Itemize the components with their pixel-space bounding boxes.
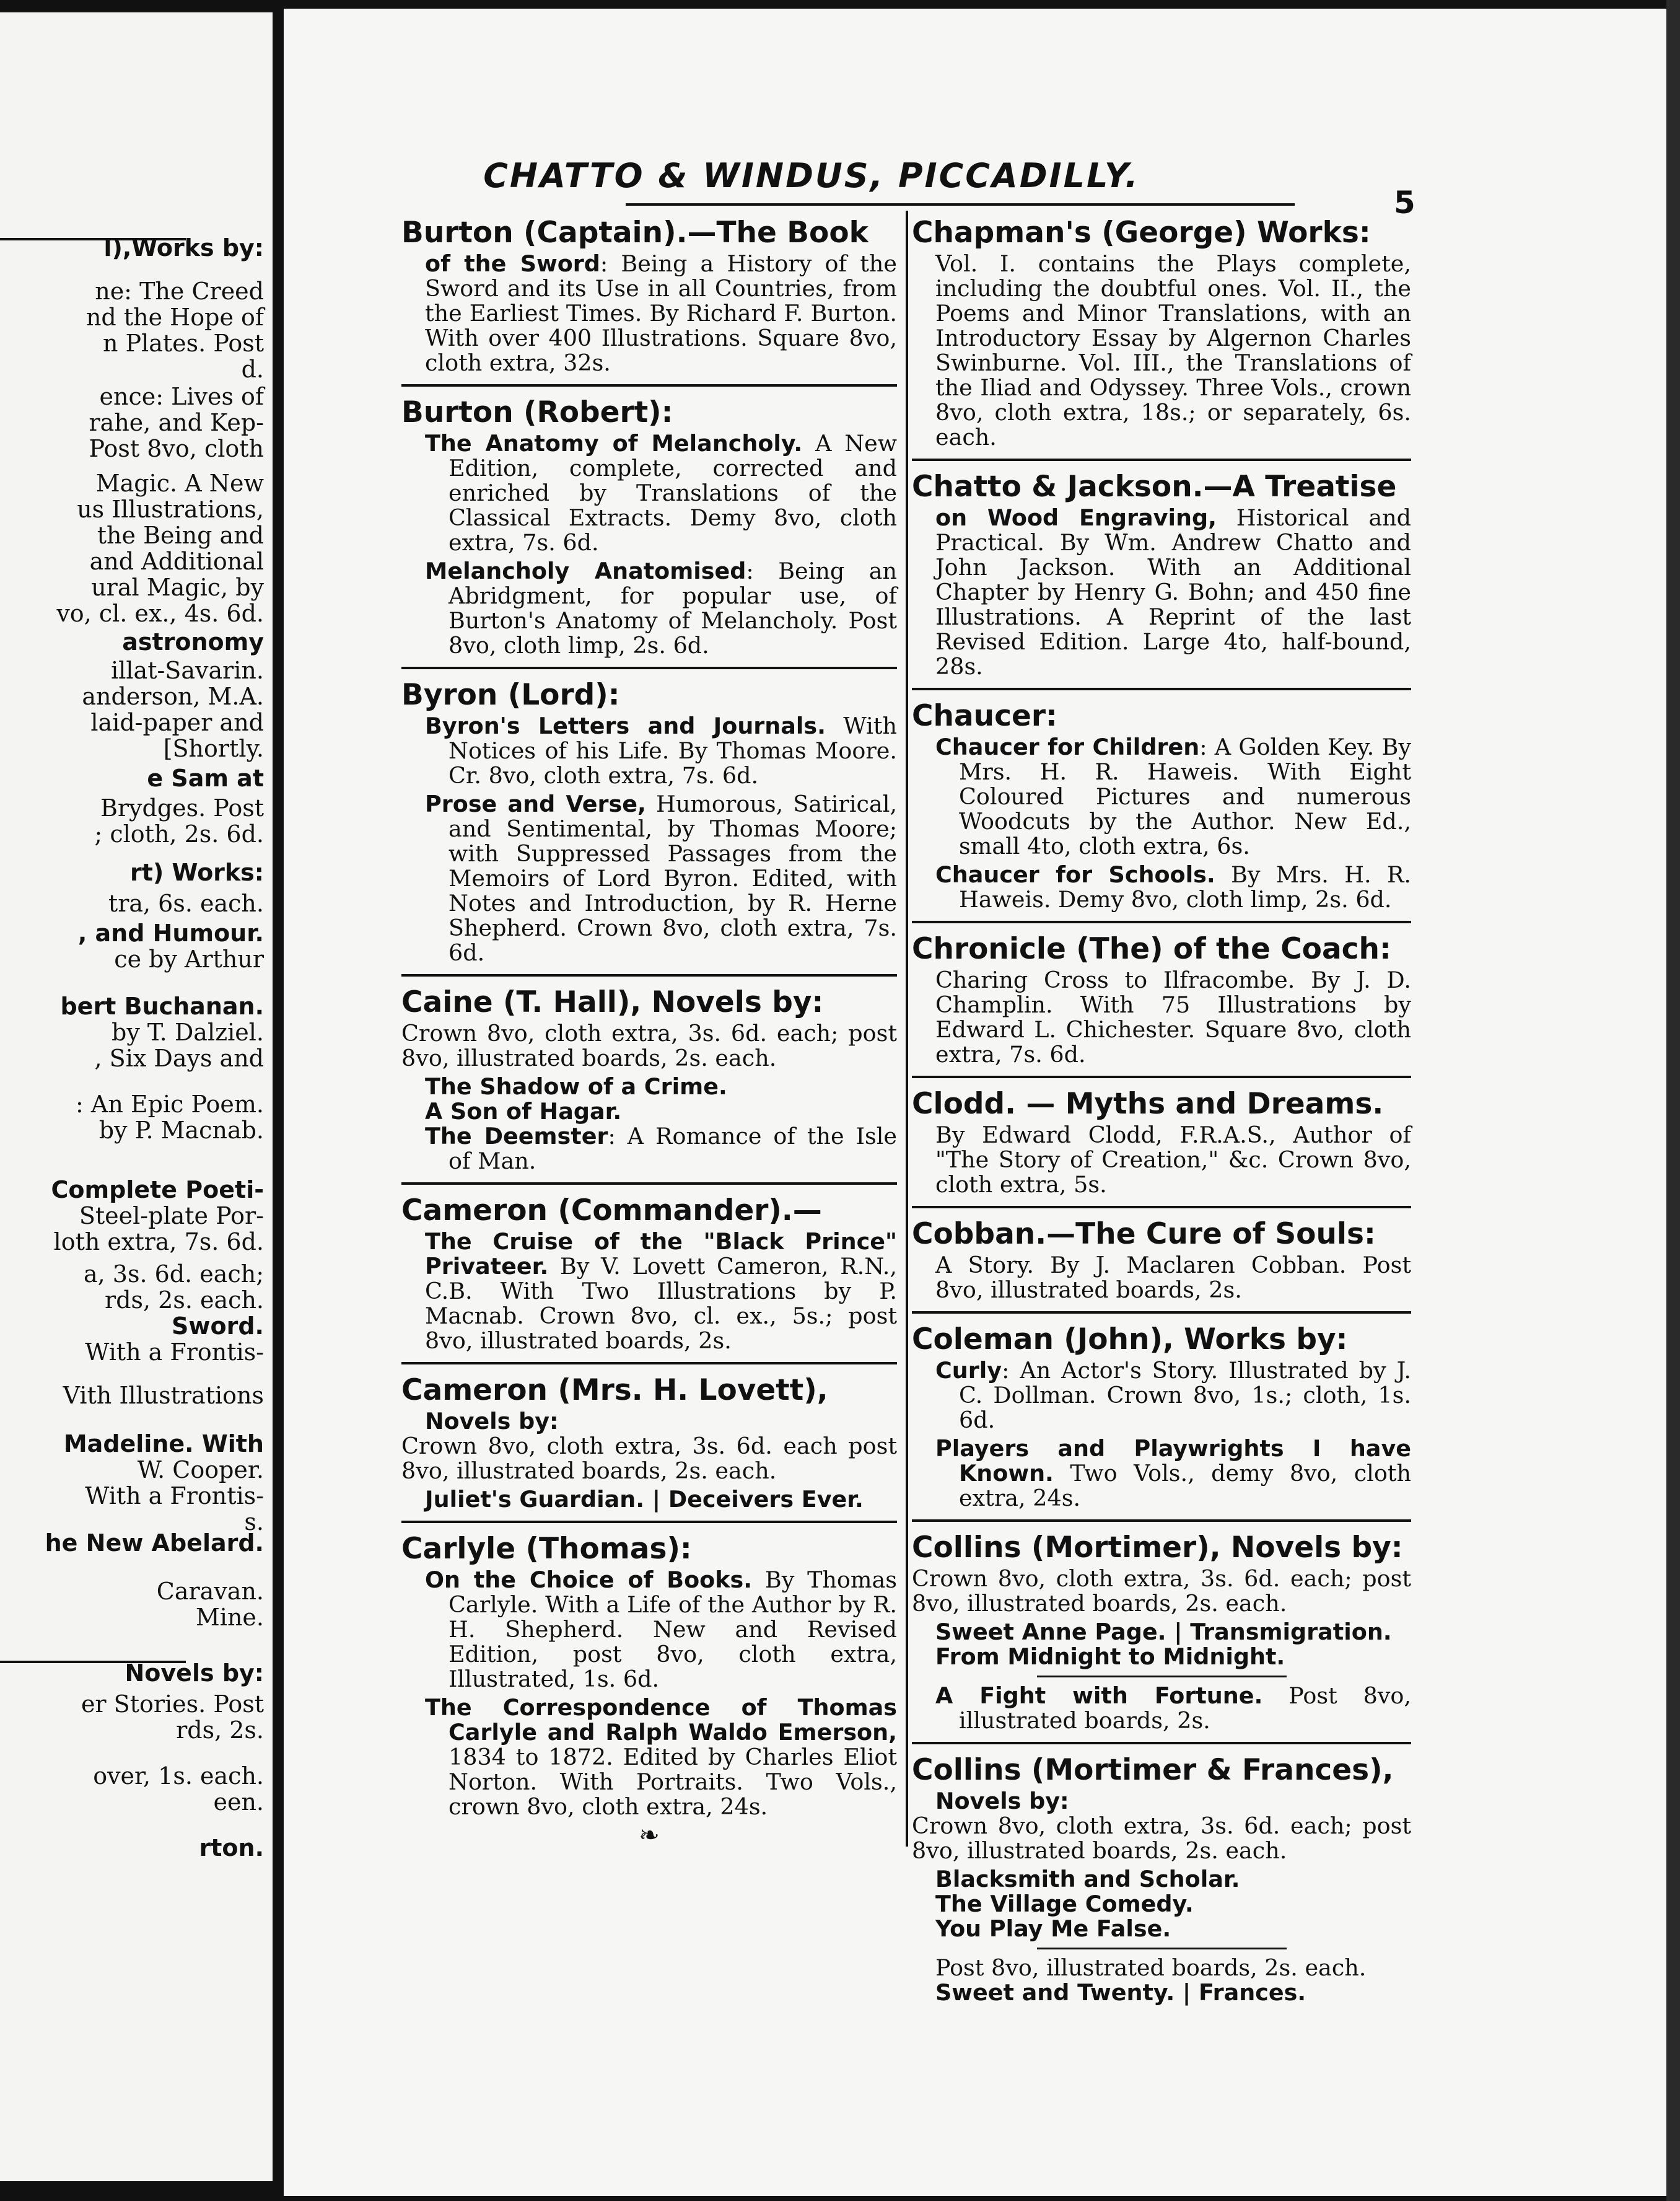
facing-page-line: laid-paper and <box>90 709 264 736</box>
facing-page-line: and Additional <box>89 548 264 575</box>
work-title: A Fight with Fortune. <box>935 1682 1263 1709</box>
entry-heading: Cobban.—The Cure of Souls: <box>912 1217 1376 1251</box>
entry-collins-mortimer-frances <box>912 1753 1411 2005</box>
divider <box>912 1076 1411 1078</box>
divider <box>401 384 897 387</box>
divider <box>401 1182 897 1185</box>
right-column <box>912 211 1411 2011</box>
work-entry <box>401 1568 897 1692</box>
work-entry <box>401 1695 897 1819</box>
facing-page-line: W. Cooper. <box>137 1456 264 1483</box>
list-item: You Play Me False. <box>935 1915 1171 1942</box>
list-item: A Son of Hagar. <box>425 1098 622 1125</box>
entry-carlyle <box>401 1532 897 1848</box>
facing-page-line: , and Humour. <box>77 920 264 947</box>
facing-page-line: ce by Arthur <box>114 946 264 973</box>
facing-page-line: rahe, and Kep- <box>89 409 264 436</box>
entry-text: Crown 8vo, cloth extra, 3s. 6d. each; post 8vo, illustrated boards, 2s. each. <box>401 1020 897 1071</box>
facing-page-line: rt) Works: <box>130 859 264 886</box>
work-description: Historical and Practical. By Wm. Andrew Chatto and John Jackson. With an Additional Chapter by Henry G. Bohn; and 450 fine Illustrations. A Reprint of the last Revised Edition. Large 4to, half-bound, 28s. <box>935 504 1411 680</box>
work-entry <box>401 714 897 788</box>
facing-page-line: : An Epic Poem. <box>76 1091 264 1118</box>
work-description: : A Golden Key. By Mrs. H. R. Haweis. With Eight Coloured Pictures and numerous Woodcuts by the Author. New Ed., small 4to, cloth extra, 6s. <box>959 734 1411 859</box>
entry-heading: Caine (T. Hall), Novels by: <box>401 985 824 1019</box>
header-rule <box>626 203 1295 206</box>
facing-page-line: With a Frontis- <box>85 1338 264 1366</box>
work-entry <box>401 1124 897 1174</box>
facing-page-line: illat-Savarin. <box>111 657 264 684</box>
list-item: Sweet Anne Page. | Transmigration. <box>935 1619 1392 1645</box>
work-description: 1834 to 1872. Edited by Charles Eliot Norton. With Portraits. Two Vols., crown 8vo, cloth extra, 24s. <box>448 1744 897 1820</box>
entry-clodd <box>912 1087 1411 1197</box>
facing-page-line: s. <box>244 1508 264 1535</box>
facing-page-line: a, 3s. 6d. each; <box>83 1260 264 1288</box>
work-title: The Correspondence of Thomas Carlyle and Ralph Waldo Emerson, <box>425 1694 897 1746</box>
entry-text <box>401 1229 897 1353</box>
work-entry <box>912 1684 1411 1733</box>
facing-page-line: the Being and <box>97 522 264 549</box>
entry-chapman <box>912 216 1411 450</box>
list-item: The Shadow of a Crime. <box>425 1073 727 1100</box>
work-title: Players and Playwrights I have Known. <box>935 1435 1411 1487</box>
entry-collins-mortimer <box>912 1531 1411 1733</box>
short-divider <box>1037 1676 1287 1677</box>
entry-heading: Chapman's (George) Works: <box>912 216 1371 250</box>
divider <box>912 688 1411 690</box>
entry-subheading: Novels by: <box>425 1408 559 1434</box>
facing-page-line: by P. Macnab. <box>98 1117 264 1144</box>
entry-chatto-jackson <box>912 470 1411 679</box>
page-edge <box>1666 0 1680 2201</box>
entry-caine <box>401 985 897 1174</box>
list-item: The Village Comedy. <box>935 1891 1194 1917</box>
entry-text: Charing Cross to Ilfracombe. By J. D. Champlin. With 75 Illustrations by Edward L. Chichester. Square 8vo, cloth extra, 7s. 6d. <box>935 967 1411 1068</box>
entry-heading: Cameron (Commander).— <box>401 1193 822 1228</box>
work-title: Curly <box>935 1357 1002 1384</box>
facing-page-line: us Illustrations, <box>77 496 264 523</box>
entry-heading: Burton (Robert): <box>401 395 673 429</box>
entry-heading: Coleman (John), Works by: <box>912 1322 1348 1356</box>
entry-subheading: Novels by: <box>935 1788 1069 1814</box>
facing-page-line: Caravan. <box>156 1578 264 1605</box>
entry-burton-robert <box>401 395 897 658</box>
facing-page-line: rds, 2s. each. <box>105 1286 264 1314</box>
work-title: Chaucer for Children <box>935 734 1200 760</box>
facing-page-line: Steel-plate Por- <box>79 1202 264 1229</box>
work-title: on Wood Engraving, <box>935 504 1217 531</box>
facing-page-line: he New Abelard. <box>45 1529 264 1557</box>
facing-page-line: , Six Days and <box>94 1045 264 1072</box>
work-description: Humorous, Satirical, and Sentimental, by Thomas Moore; with Suppressed Passages from the Memoirs of Lord Byron. Edited, with Notes and Introduction, by R. Herne Shepherd. Crown 8vo, cloth extra, 7s. 6d. <box>448 791 897 966</box>
divider <box>401 974 897 977</box>
work-description: : Being an Abridgment, for popular use, of Burton's Anatomy of Melancholy. Post 8vo, cloth limp, 2s. 6d. <box>448 558 897 659</box>
list-item: Juliet's Guardian. | Deceivers Ever. <box>425 1486 864 1513</box>
entry-text: Crown 8vo, cloth extra, 3s. 6d. each post 8vo, illustrated boards, 2s. each. <box>401 1433 897 1484</box>
entry-text: A Story. By J. Maclaren Cobban. Post 8vo, illustrated boards, 2s. <box>935 1252 1411 1303</box>
facing-page-line: Complete Poeti- <box>51 1176 264 1203</box>
work-entry <box>912 863 1411 912</box>
facing-page-line: loth extra, 7s. 6d. <box>53 1228 264 1255</box>
work-entry <box>912 735 1411 859</box>
facing-page-line: ; cloth, 2s. 6d. <box>94 820 264 848</box>
divider <box>912 459 1411 461</box>
facing-page-line: astronomy <box>122 628 264 656</box>
work-title: The Cruise of the "Black Prince" Privateer. <box>425 1228 897 1280</box>
facing-page-line: rds, 2s. <box>176 1716 264 1744</box>
list-item: Sweet and Twenty. | Frances. <box>935 1979 1306 2006</box>
running-head: CHATTO & WINDUS, PICCADILLY. <box>483 156 1140 195</box>
left-column <box>401 211 897 1854</box>
divider <box>912 1206 1411 1208</box>
entry-text <box>401 252 897 376</box>
facing-page-line: Mine. <box>195 1604 264 1631</box>
facing-page-line: bert Buchanan. <box>60 993 264 1020</box>
entry-burton-captain <box>401 216 897 376</box>
work-title: On the Choice of Books. <box>425 1566 753 1593</box>
facing-page-line: by T. Dalziel. <box>112 1019 264 1046</box>
entry-text: Post 8vo, illustrated boards, 2s. each. <box>935 1954 1367 1981</box>
facing-page-line: Sword. <box>172 1312 264 1340</box>
work-entry <box>912 1358 1411 1433</box>
facing-page-line: d. <box>241 356 264 383</box>
work-description: With Notices of his Life. By Thomas Moore. Cr. 8vo, cloth extra, 7s. 6d. <box>448 713 897 789</box>
facing-page-line: ence: Lives of <box>99 383 264 410</box>
facing-page-line: ural Magic, by <box>91 574 264 601</box>
facing-page-line: Madeline. With <box>63 1430 264 1457</box>
work-description: Post 8vo, illustrated boards, 2s. <box>959 1682 1412 1734</box>
facing-page-line: Magic. A New <box>95 470 264 497</box>
facing-page-line: Vith Illustrations <box>63 1382 264 1409</box>
entry-heading: Chaucer: <box>912 699 1057 733</box>
work-title: Melancholy Anatomised <box>425 558 746 584</box>
column-divider <box>906 211 908 1847</box>
entry-heading: Collins (Mortimer), Novels by: <box>912 1531 1403 1565</box>
facing-page-rule <box>0 1661 186 1663</box>
work-title: The Deemster <box>425 1123 608 1149</box>
entry-heading: Clodd. — Myths and Dreams. <box>912 1087 1384 1121</box>
work-description: : Being a History of the Sword and its Use in all Countries, from the Earliest Times. By Richard F. Burton. With over 400 Illustrations. Square 8vo, cloth extra, 32s. <box>425 250 897 376</box>
facing-page-line: Brydges. Post <box>100 794 264 822</box>
short-divider <box>1037 1948 1287 1949</box>
divider <box>912 1519 1411 1522</box>
divider <box>401 667 897 669</box>
entry-text: By Edward Clodd, F.R.A.S., Author of "The Story of Creation," &c. Crown 8vo, cloth extra, 5s. <box>935 1122 1411 1198</box>
entry-text: Vol. I. contains the Plays complete, including the doubtful ones. Vol. II., the Poems and Minor Translations, with an Introductory Essay by Algernon Charles Swinburne. Vol. III., the Translations of the Iliad and Odyssey. Three Vols., crown 8vo, cloth extra, 18s.; or separately, 6s. each. <box>935 250 1411 450</box>
entry-cameron-mrs <box>401 1373 897 1512</box>
entry-text: Crown 8vo, cloth extra, 3s. 6d. each; post 8vo, illustrated boards, 2s. each. <box>912 1565 1411 1617</box>
facing-page-line: rton. <box>199 1834 264 1861</box>
entry-cameron-commander <box>401 1193 897 1353</box>
facing-page-line: l),Works by: <box>103 234 264 261</box>
facing-page-line: n Plates. Post <box>102 330 264 357</box>
divider <box>401 1362 897 1364</box>
facing-page-line: er Stories. Post <box>81 1690 264 1718</box>
facing-page-line: e Sam at <box>147 765 264 792</box>
facing-page-line: over, 1s. each. <box>93 1762 264 1790</box>
work-description: Two Vols., demy 8vo, cloth extra, 24s. <box>959 1460 1411 1511</box>
work-entry <box>401 792 897 965</box>
facing-page-line: nd the Hope of <box>85 304 264 331</box>
facing-page-line: With a Frontis- <box>85 1482 264 1509</box>
list-item: From Midnight to Midnight. <box>935 1643 1285 1670</box>
entry-chaucer <box>912 699 1411 912</box>
work-entry <box>912 1436 1411 1511</box>
work-description: A New Edition, complete, corrected and enriched by Translations of the Classical Extracts. Demy 8vo, cloth extra, 7s. 6d. <box>448 430 898 556</box>
work-description: By V. Lovett Cameron, R.N., C.B. With Two Illustrations by P. Macnab. Crown 8vo, cl. ex., 5s.; post 8vo, illustrated boards, 2s. <box>425 1253 897 1354</box>
divider <box>912 1742 1411 1744</box>
work-description: : An Actor's Story. Illustrated by J. C. Dollman. Crown 8vo, 1s.; cloth, 1s. 6d. <box>959 1357 1411 1433</box>
entry-cobban <box>912 1217 1411 1303</box>
work-description: : A Romance of the Isle of Man. <box>448 1123 897 1174</box>
work-title: of the Sword <box>425 250 600 277</box>
facing-page-line: ne: The Creed <box>95 278 264 305</box>
facing-page-line: tra, 6s. each. <box>108 890 264 917</box>
entry-heading: Chronicle (The) of the Coach: <box>912 932 1391 966</box>
work-title: Prose and Verse, <box>425 791 646 817</box>
divider <box>912 921 1411 923</box>
facing-page-line: vo, cl. ex., 4s. 6d. <box>56 600 264 627</box>
entry-heading: Byron (Lord): <box>401 678 620 712</box>
facing-page-line: Post 8vo, cloth <box>89 435 264 462</box>
divider <box>401 1521 897 1523</box>
entry-text <box>912 506 1411 679</box>
list-item: Blacksmith and Scholar. <box>935 1866 1240 1892</box>
work-title: The Anatomy of Melancholy. <box>425 430 803 457</box>
entry-heading: Cameron (Mrs. H. Lovett), <box>401 1373 828 1407</box>
ornament-icon: ❧ <box>639 1821 660 1850</box>
work-description: By Mrs. H. R. Haweis. Demy 8vo, cloth limp, 2s. 6d. <box>959 861 1411 913</box>
work-description: By Thomas Carlyle. With a Life of the Author by R. H. Shepherd. New and Revised Edition, post 8vo, cloth extra, Illustrated, 1s. 6d. <box>448 1566 898 1692</box>
entry-text: Crown 8vo, cloth extra, 3s. 6d. each; post 8vo, illustrated boards, 2s. each. <box>912 1812 1411 1864</box>
entry-chronicle <box>912 932 1411 1067</box>
facing-page-fragment <box>0 12 273 2181</box>
entry-heading: Carlyle (Thomas): <box>401 1532 692 1566</box>
facing-page-line: Novels by: <box>125 1659 264 1687</box>
work-title: Byron's Letters and Journals. <box>425 713 826 739</box>
entry-heading: Collins (Mortimer & Frances), <box>912 1753 1394 1787</box>
facing-page-line: anderson, M.A. <box>82 683 264 710</box>
work-entry <box>401 431 897 555</box>
work-entry <box>401 559 897 658</box>
facing-page-line: [Shortly. <box>163 735 264 762</box>
entry-coleman <box>912 1322 1411 1511</box>
work-title: Chaucer for Schools. <box>935 861 1215 888</box>
divider <box>912 1311 1411 1314</box>
entry-heading: Burton (Captain).—The Book <box>401 216 868 250</box>
entry-byron <box>401 678 897 965</box>
page-number: 5 <box>1394 185 1415 221</box>
entry-heading: Chatto & Jackson.—A Treatise <box>912 470 1397 504</box>
facing-page-line: een. <box>213 1788 264 1816</box>
facing-page-rule <box>0 238 186 240</box>
